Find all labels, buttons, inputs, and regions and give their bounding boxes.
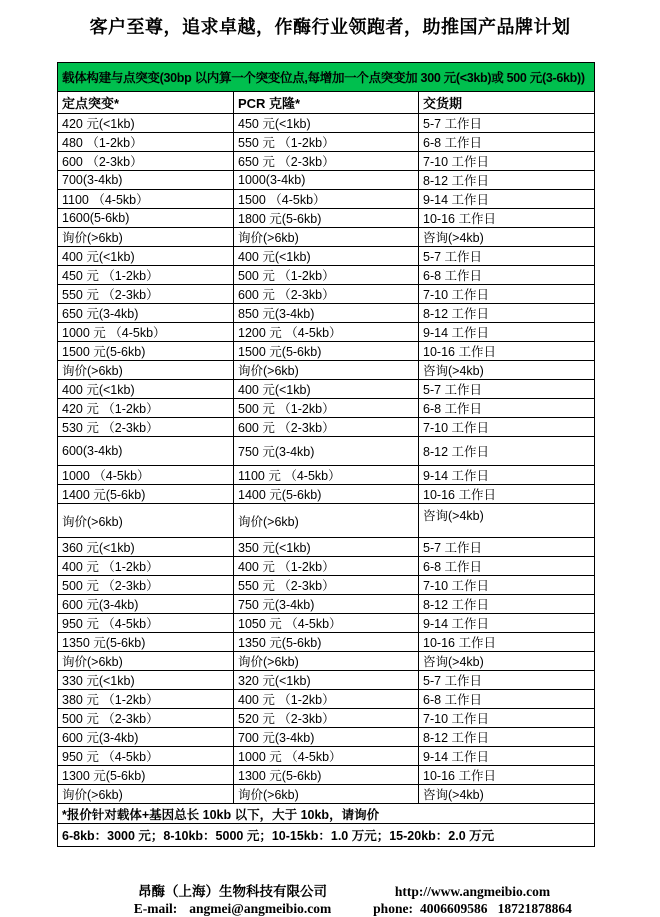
- pcr-price-cell: 1000(3-4kb): [234, 171, 419, 190]
- pcr-price-cell: 1500 元(5-6kb): [234, 342, 419, 361]
- column-header-pcr: PCR 克隆*: [234, 92, 419, 114]
- delivery-cell: 9-14 工作日: [419, 614, 595, 633]
- table-row: [58, 285, 595, 304]
- pcr-price-cell: 询价(>6kb): [234, 361, 419, 380]
- mutation-price-cell: 420 元(<1kb): [58, 114, 234, 133]
- delivery-cell: 8-12 工作日: [419, 595, 595, 614]
- delivery-cell: 6-8 工作日: [419, 690, 595, 709]
- mutation-price-cell: 询价(>6kb): [58, 228, 234, 247]
- table-row: [58, 380, 595, 399]
- table-row: [58, 323, 595, 342]
- pcr-price-cell: 400 元 （1-2kb）: [234, 557, 419, 576]
- mutation-price-cell: 400 元 （1-2kb）: [58, 557, 234, 576]
- table-row: [58, 671, 595, 690]
- column-header-delivery: 交货期: [419, 92, 595, 114]
- delivery-cell: 10-16 工作日: [419, 633, 595, 652]
- note-oversize: 6-8kb：3000 元；8-10kb：5000 元；10-15kb：1.0 万元；15-20kb：2.0 万元: [58, 824, 595, 847]
- table-row: [58, 557, 595, 576]
- mutation-price-cell: 500 元 （2-3kb）: [58, 709, 234, 728]
- table-row: [58, 576, 595, 595]
- table-row: [58, 614, 595, 633]
- mutation-price-cell: 询价(>6kb): [58, 652, 234, 671]
- email-line: [95, 900, 370, 917]
- table-row: [58, 133, 595, 152]
- pcr-price-cell: 450 元(<1kb): [234, 114, 419, 133]
- delivery-cell: 5-7 工作日: [419, 380, 595, 399]
- delivery-cell: 8-12 工作日: [419, 437, 595, 466]
- delivery-cell: 8-12 工作日: [419, 728, 595, 747]
- pcr-price-cell: 1400 元(5-6kb): [234, 485, 419, 504]
- contact-right-column: [370, 883, 575, 917]
- pcr-price-cell: 1200 元 （4-5kb）: [234, 323, 419, 342]
- pcr-price-cell: 询价(>6kb): [234, 785, 419, 804]
- delivery-cell: 咨询(>4kb): [419, 361, 595, 380]
- email-address: angmei@angmeibio.com: [189, 901, 332, 916]
- pcr-price-cell: 询价(>6kb): [234, 504, 419, 538]
- page-title: 客户至尊，追求卓越，作酶行业领跑者，助推国产品牌计划: [89, 17, 571, 37]
- contact-block: [0, 883, 660, 917]
- table-row: [58, 114, 595, 133]
- mutation-price-cell: 480 （1-2kb）: [58, 133, 234, 152]
- mutation-price-cell: 600 （2-3kb）: [58, 152, 234, 171]
- table-row: [58, 228, 595, 247]
- delivery-cell: 6-8 工作日: [419, 557, 595, 576]
- pcr-price-cell: 550 元 （1-2kb）: [234, 133, 419, 152]
- mutation-price-cell: 询价(>6kb): [58, 785, 234, 804]
- delivery-cell: 6-8 工作日: [419, 133, 595, 152]
- mutation-price-cell: 600(3-4kb): [58, 437, 234, 466]
- company-name: 昂酶（上海）生物科技有限公司: [138, 884, 327, 899]
- pcr-price-cell: 320 元(<1kb): [234, 671, 419, 690]
- mutation-price-cell: 550 元 （2-3kb）: [58, 285, 234, 304]
- pcr-price-cell: 1100 元 （4-5kb）: [234, 466, 419, 485]
- table-row: [58, 709, 595, 728]
- table-row: [58, 504, 595, 538]
- table-row: [58, 728, 595, 747]
- mutation-price-cell: 600 元(3-4kb): [58, 728, 234, 747]
- phone-numbers: 4006609586 18721878864: [419, 901, 572, 916]
- mutation-price-cell: 1100 （4-5kb）: [58, 190, 234, 209]
- delivery-cell: 5-7 工作日: [419, 247, 595, 266]
- note-row-oversize: [58, 824, 595, 847]
- delivery-cell: 9-14 工作日: [419, 747, 595, 766]
- mutation-price-cell: 1000 元 （4-5kb）: [58, 323, 234, 342]
- delivery-cell: 7-10 工作日: [419, 576, 595, 595]
- mutation-price-cell: 950 元 （4-5kb）: [58, 747, 234, 766]
- phone-label: phone:: [373, 901, 413, 916]
- pcr-price-cell: 600 元 （2-3kb）: [234, 418, 419, 437]
- mutation-price-cell: 380 元 （1-2kb）: [58, 690, 234, 709]
- delivery-cell: 咨询(>4kb): [419, 785, 595, 804]
- mutation-price-cell: 330 元(<1kb): [58, 671, 234, 690]
- table-row: [58, 485, 595, 504]
- table-row: [58, 361, 595, 380]
- delivery-cell: 6-8 工作日: [419, 399, 595, 418]
- mutation-price-cell: 1350 元(5-6kb): [58, 633, 234, 652]
- delivery-cell: 10-16 工作日: [419, 342, 595, 361]
- mutation-price-cell: 450 元 （1-2kb）: [58, 266, 234, 285]
- table-row: [58, 342, 595, 361]
- pcr-price-cell: 750 元(3-4kb): [234, 437, 419, 466]
- note-scope: *报价针对载体+基因总长 10kb 以下，大于 10kb，请询价: [58, 804, 595, 824]
- pcr-price-cell: 1050 元 （4-5kb）: [234, 614, 419, 633]
- pcr-price-cell: 550 元 （2-3kb）: [234, 576, 419, 595]
- table-row: [58, 466, 595, 485]
- table-row: [58, 209, 595, 228]
- mutation-price-cell: 400 元(<1kb): [58, 247, 234, 266]
- pcr-price-cell: 1300 元(5-6kb): [234, 766, 419, 785]
- table-row: [58, 766, 595, 785]
- table-row: [58, 652, 595, 671]
- table-row: [58, 190, 595, 209]
- table-row: [58, 399, 595, 418]
- table-row: [58, 595, 595, 614]
- pcr-price-cell: 1000 元 （4-5kb）: [234, 747, 419, 766]
- table-row: [58, 785, 595, 804]
- delivery-cell: 咨询(>4kb): [419, 228, 595, 247]
- delivery-cell: 10-16 工作日: [419, 485, 595, 504]
- table-row: [58, 171, 595, 190]
- pcr-price-cell: 500 元 （1-2kb）: [234, 266, 419, 285]
- pcr-price-cell: 400 元(<1kb): [234, 247, 419, 266]
- mutation-price-cell: 650 元(3-4kb): [58, 304, 234, 323]
- mutation-price-cell: 950 元 （4-5kb）: [58, 614, 234, 633]
- pcr-price-cell: 350 元(<1kb): [234, 538, 419, 557]
- mutation-price-cell: 1500 元(5-6kb): [58, 342, 234, 361]
- table-row: [58, 304, 595, 323]
- table-row: [58, 690, 595, 709]
- delivery-cell: 10-16 工作日: [419, 209, 595, 228]
- contact-left-column: [95, 883, 370, 917]
- delivery-cell: 7-10 工作日: [419, 152, 595, 171]
- mutation-price-cell: 1300 元(5-6kb): [58, 766, 234, 785]
- pcr-price-cell: 600 元 （2-3kb）: [234, 285, 419, 304]
- delivery-cell: 7-10 工作日: [419, 418, 595, 437]
- pcr-price-cell: 1350 元(5-6kb): [234, 633, 419, 652]
- mutation-price-cell: 1400 元(5-6kb): [58, 485, 234, 504]
- table-row: [58, 266, 595, 285]
- mutation-price-cell: 500 元 （2-3kb）: [58, 576, 234, 595]
- table-row: [58, 538, 595, 557]
- delivery-cell: 8-12 工作日: [419, 171, 595, 190]
- pcr-price-cell: 1500 （4-5kb）: [234, 190, 419, 209]
- delivery-cell: 9-14 工作日: [419, 323, 595, 342]
- delivery-cell: 6-8 工作日: [419, 266, 595, 285]
- delivery-cell: 7-10 工作日: [419, 709, 595, 728]
- table-row: [58, 437, 595, 466]
- table-row: [58, 418, 595, 437]
- mutation-price-cell: 420 元 （1-2kb）: [58, 399, 234, 418]
- banner-row: [58, 63, 595, 92]
- pcr-price-cell: 750 元(3-4kb): [234, 595, 419, 614]
- delivery-cell: 8-12 工作日: [419, 304, 595, 323]
- delivery-cell: 7-10 工作日: [419, 285, 595, 304]
- delivery-cell: 10-16 工作日: [419, 766, 595, 785]
- email-label: E-mail:: [133, 901, 178, 916]
- table-row: [58, 747, 595, 766]
- delivery-cell: 5-7 工作日: [419, 114, 595, 133]
- delivery-cell: 咨询(>4kb): [419, 504, 595, 538]
- table-banner: 载体构建与点突变(30bp 以内算一个突变位点,每增加一个点突变加 300 元(<3kb)或 500 元(3-6kb)): [58, 63, 595, 92]
- mutation-price-cell: 600 元(3-4kb): [58, 595, 234, 614]
- pcr-price-cell: 1800 元(5-6kb): [234, 209, 419, 228]
- mutation-price-cell: 1000 （4-5kb）: [58, 466, 234, 485]
- delivery-cell: 5-7 工作日: [419, 671, 595, 690]
- pcr-price-cell: 520 元 （2-3kb）: [234, 709, 419, 728]
- note-row-scope: [58, 804, 595, 824]
- mutation-price-cell: 询价(>6kb): [58, 361, 234, 380]
- pcr-price-cell: 650 元 （2-3kb）: [234, 152, 419, 171]
- table-row: [58, 152, 595, 171]
- pcr-price-cell: 询价(>6kb): [234, 652, 419, 671]
- mutation-price-cell: 700(3-4kb): [58, 171, 234, 190]
- pcr-price-cell: 700 元(3-4kb): [234, 728, 419, 747]
- pricing-table: [57, 62, 595, 847]
- pcr-price-cell: 询价(>6kb): [234, 228, 419, 247]
- column-header-mutation: 定点突变*: [58, 92, 234, 114]
- mutation-price-cell: 1600(5-6kb): [58, 209, 234, 228]
- mutation-price-cell: 530 元 （2-3kb）: [58, 418, 234, 437]
- delivery-cell: 5-7 工作日: [419, 538, 595, 557]
- pcr-price-cell: 400 元 （1-2kb）: [234, 690, 419, 709]
- delivery-cell: 咨询(>4kb): [419, 652, 595, 671]
- column-header-row: [58, 92, 595, 114]
- delivery-cell: 9-14 工作日: [419, 190, 595, 209]
- table-row: [58, 633, 595, 652]
- pcr-price-cell: 500 元 （1-2kb）: [234, 399, 419, 418]
- website-url: http://www.angmeibio.com: [394, 884, 551, 899]
- mutation-price-cell: 360 元(<1kb): [58, 538, 234, 557]
- pcr-price-cell: 850 元(3-4kb): [234, 304, 419, 323]
- mutation-price-cell: 询价(>6kb): [58, 504, 234, 538]
- pcr-price-cell: 400 元(<1kb): [234, 380, 419, 399]
- phone-line: [370, 900, 575, 917]
- delivery-cell: 9-14 工作日: [419, 466, 595, 485]
- table-row: [58, 247, 595, 266]
- mutation-price-cell: 400 元(<1kb): [58, 380, 234, 399]
